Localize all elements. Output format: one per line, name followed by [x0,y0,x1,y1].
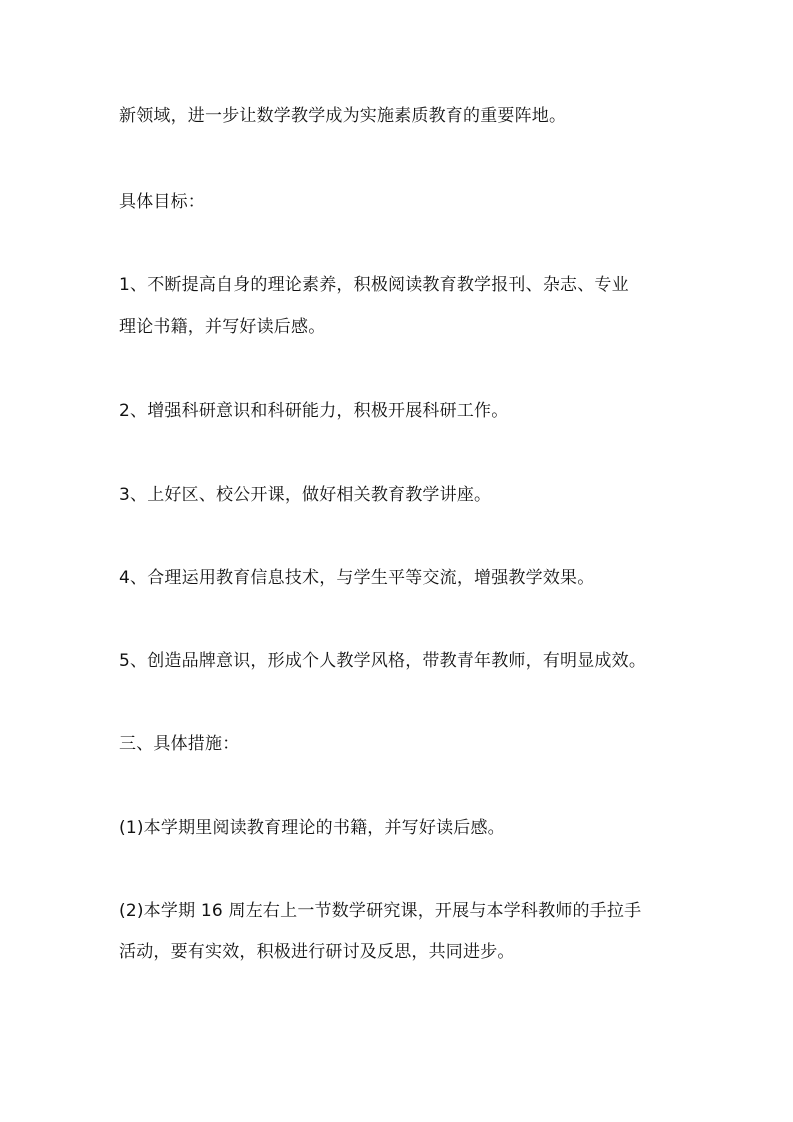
goal-3: 3、上好区、校公开课，做好相关教育教学讲座。 [119,485,492,505]
measure-1: (1)本学期里阅读教育理论的书籍，并写好读后感。 [119,818,505,838]
goal-4: 4、合理运用教育信息技术，与学生平等交流，增强教学效果。 [119,568,595,588]
goal-2: 2、增强科研意识和科研能力，积极开展科研工作。 [119,401,509,421]
goal-5: 5、创造品牌意识，形成个人教学风格，带教青年教师，有明显成效。 [119,651,647,671]
heading-specific-measures: 三、具体措施： [119,734,240,754]
measure-2-line-2: 活动，要有实效，积极进行研讨及反思，共同进步。 [119,942,515,962]
goal-1-line-2: 理论书籍，并写好读后感。 [119,317,326,337]
heading-specific-goals: 具体目标： [119,192,205,212]
text-line-intro-continuation: 新领域，进一步让数学教学成为实施素质教育的重要阵地。 [119,106,567,126]
goal-1-line-1: 1、不断提高自身的理论素养，积极阅读教育教学报刊、杂志、专业 [119,275,629,295]
measure-2-line-1: (2)本学期 16 周左右上一节数学研究课，开展与本学科教师的手拉手 [119,901,642,921]
